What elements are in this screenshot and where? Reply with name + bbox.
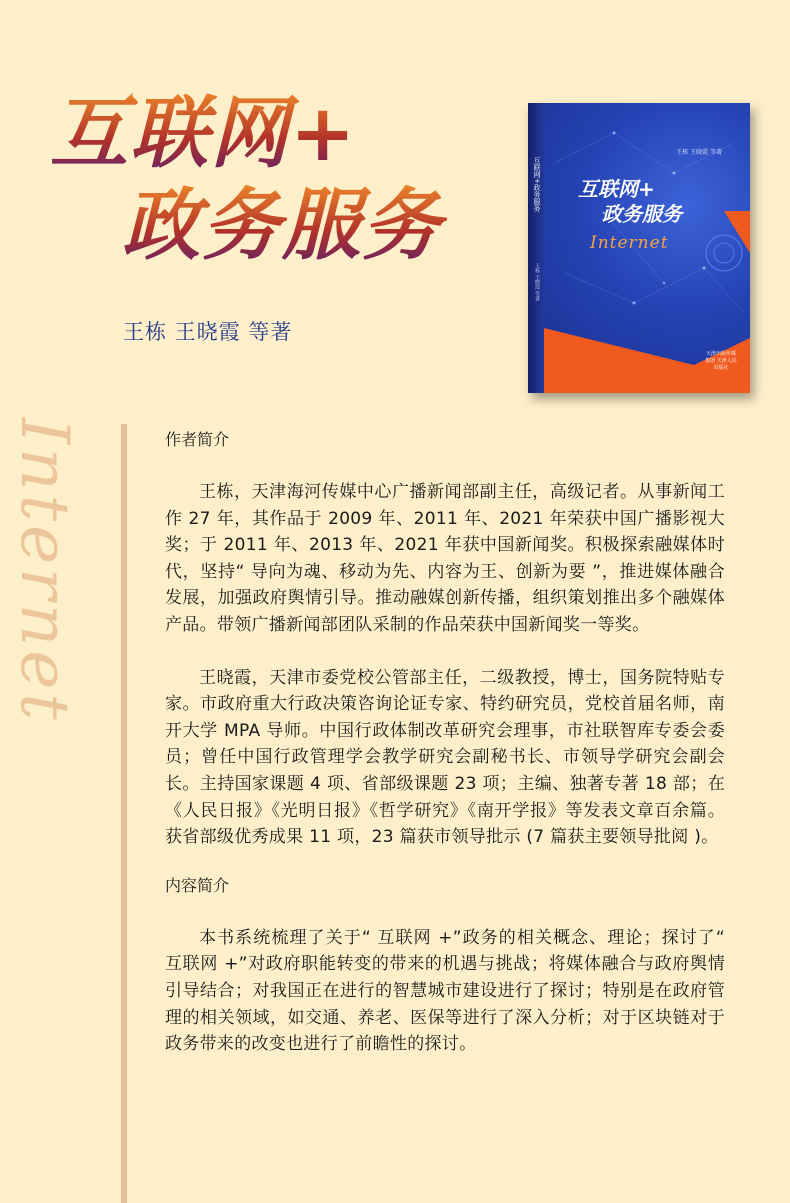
cover-title bbox=[578, 177, 682, 227]
book-spine bbox=[528, 103, 544, 393]
cover-title-line-1: 互联网+ bbox=[578, 177, 655, 201]
book-front-cover bbox=[544, 103, 750, 393]
spine-authors: 王栋 王晓霞 等著 bbox=[534, 263, 540, 302]
content-intro-paragraph: 本书系统梳理了关于“ 互联网 +”政务的相关概念、理论；探讨了“ 互联网 +”对政府职能转变的带来的机遇与挑战；将媒体融合与政府舆情引导结合；对我国正在进行的智慧城市建设进行了探讨；特别是在政府管理的相关领域，如交通、养老、医保等进行了深入分析；对于区块链对于政务带来的改变也进行了前瞻性的探讨。 bbox=[165, 927, 725, 1055]
book-title-large bbox=[50, 88, 490, 272]
spine-title: 互联网+政务服务 bbox=[533, 157, 541, 212]
main-content bbox=[165, 427, 725, 1058]
author-intro-heading: 作者简介 bbox=[165, 430, 230, 449]
title-line-1: 互联网+ bbox=[50, 88, 490, 180]
content-intro-heading: 内容简介 bbox=[165, 875, 230, 895]
cover-publisher: 天津出版传媒集团 天津人民出版社 bbox=[705, 351, 737, 371]
author-intro-paragraph-1: 王栋，天津海河传媒中心广播新闻部副主任，高级记者。从事新闻工作 27 年，其作品于 2009 年、2011 年、2021 年荣获中国广播影视大奖；于 2011 年、2013 年、2021 年获中国新闻奖。积极探索融媒体时代，坚持“ 导向为魂、移动为先、内容为王、创新为要 ”，推进媒体融合发展，加强政府舆情引导。推动融媒创新传播，组织策划推出多个融媒体产品。带领广播新闻部团队采制的作品荣获中国新闻奖一等奖。 bbox=[165, 482, 725, 635]
cover-internet-word: Internet bbox=[590, 233, 669, 253]
authors-line: 王栋 王晓霞 等著 bbox=[123, 320, 293, 344]
title-line-2: 政务服务 bbox=[122, 180, 490, 272]
author-intro-paragraph-2: 王晓霞，天津市委党校公管部主任，二级教授，博士，国务院特贴专家。市政府重大行政决策咨询论证专家、特约研究员，党校首届名师，南开大学 MPA 导师。中国行政体制改革研究会理事，市社联智库专委会委员；曾任中国行政管理学会教学研究会副秘书长、市领导学研究会副会长。主持国家课题 4 项、省部级课题 23 项；主编、独著专著 18 部；在《人民日报》《光明日报》《哲学研究》《南开学报》等发表文章百余篇。获省部级优秀成果 11 项，23 篇获市领导批示 (7 篇获主要领导批阅 )。 bbox=[165, 667, 725, 848]
side-decoration-word: Internet bbox=[6, 418, 83, 724]
book-cover bbox=[528, 103, 750, 393]
cover-title-line-2: 政务服务 bbox=[602, 202, 682, 226]
cover-authors: 王栋 王晓霞 等著 bbox=[676, 149, 722, 156]
side-divider-bar bbox=[121, 424, 127, 1203]
